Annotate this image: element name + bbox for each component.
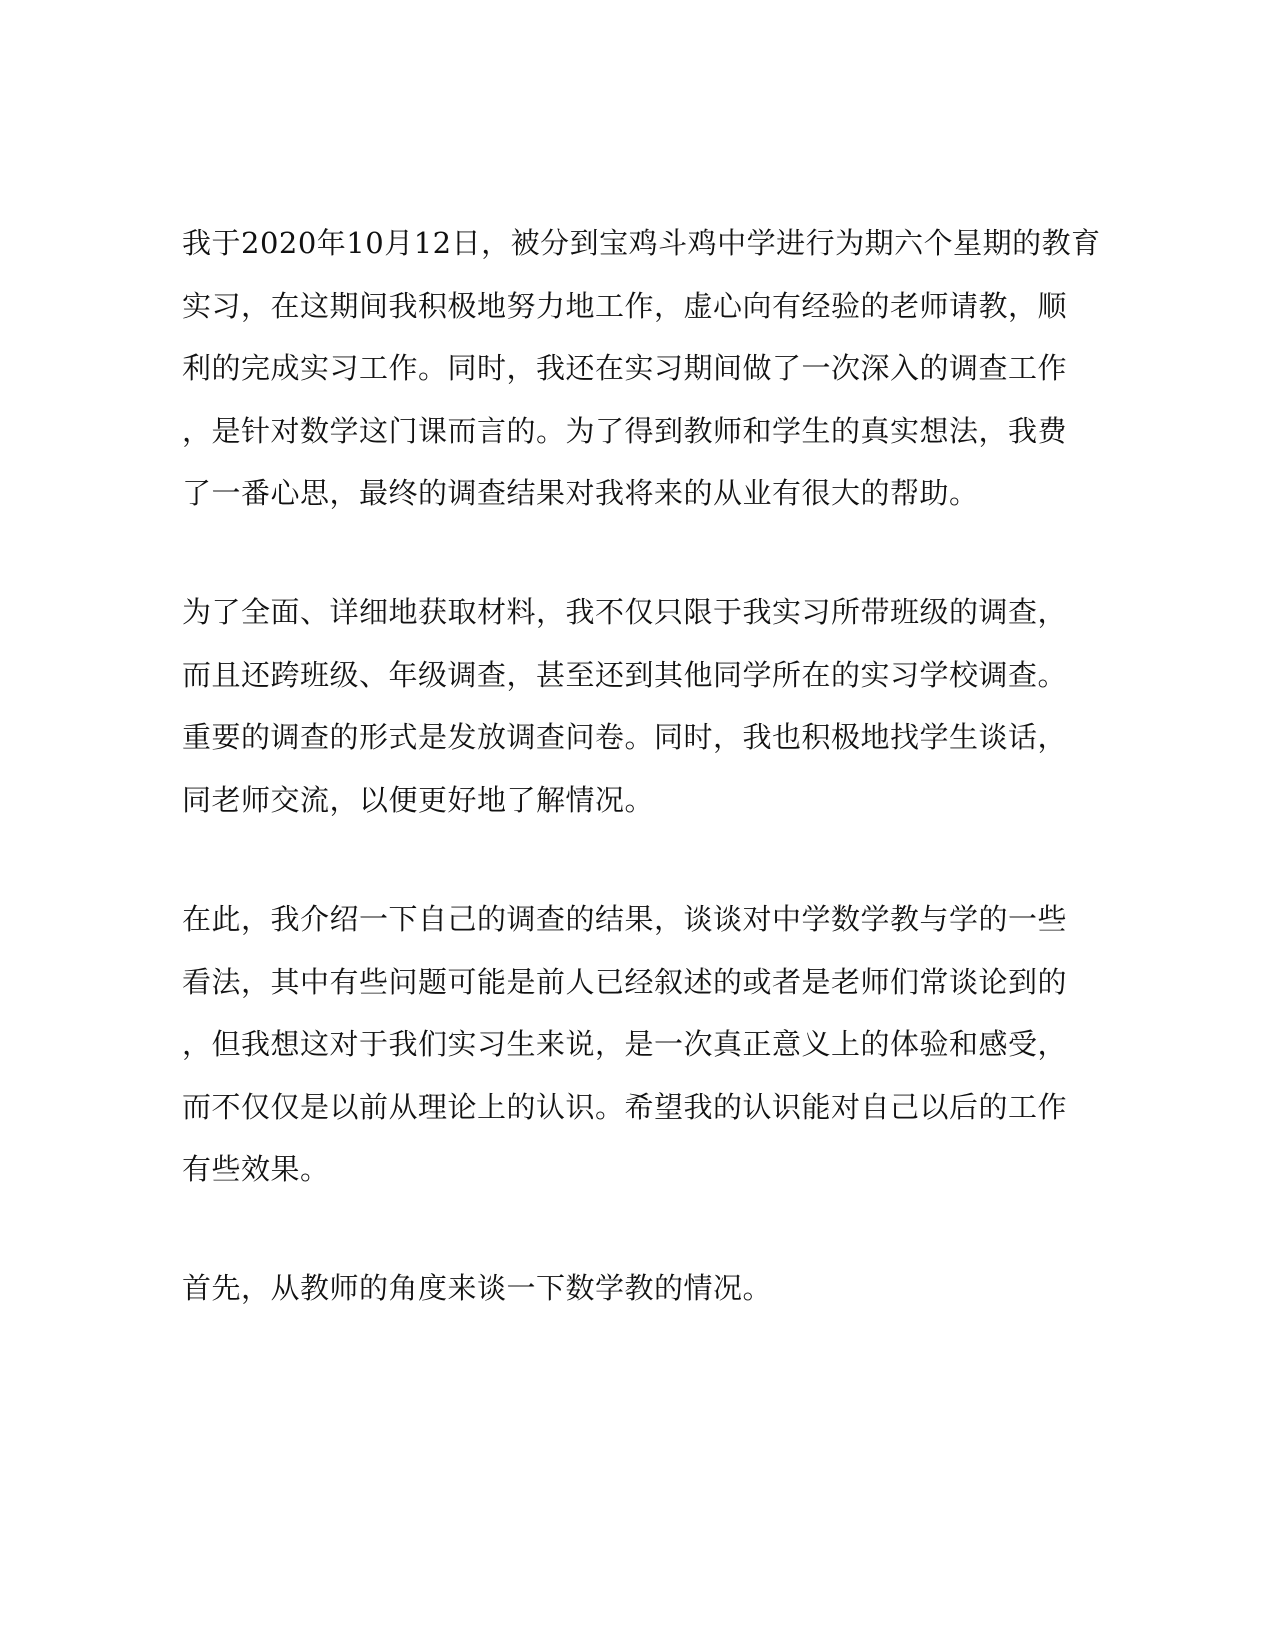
text-line: 看法，其中有些问题可能是前人已经叙述的或者是老师们常谈论到的 [182, 965, 1068, 999]
text-line: 我于2020年10月12日，被分到宝鸡斗鸡中学进行为期六个星期的教育 [182, 226, 1101, 260]
text-line: 有些效果。 [182, 1152, 330, 1186]
text-line: 重要的调查的形式是发放调查问卷。同时，我也积极地找学生谈话， [182, 720, 1068, 754]
text-line: 了一番心思，最终的调查结果对我将来的从业有很大的帮助。 [182, 476, 979, 510]
text-line: ，是针对数学这门课而言的。为了得到教师和学生的真实想法，我费 [182, 414, 1068, 448]
text-line: 而且还跨班级、年级调查，甚至还到其他同学所在的实习学校调查。 [182, 658, 1068, 692]
text-line: 在此，我介绍一下自己的调查的结果，谈谈对中学数学教与学的一些 [182, 902, 1068, 936]
text-line: 而不仅仅是以前从理论上的认识。希望我的认识能对自己以后的工作 [182, 1090, 1068, 1124]
text-line: 同老师交流，以便更好地了解情况。 [182, 783, 655, 817]
text-line: ，但我想这对于我们实习生来说，是一次真正意义上的体验和感受， [182, 1027, 1068, 1061]
text-line: 利的完成实习工作。同时，我还在实习期间做了一次深入的调查工作 [182, 351, 1068, 385]
text-line: 首先，从教师的角度来谈一下数学教的情况。 [182, 1271, 773, 1305]
text-line: 为了全面、详细地获取材料，我不仅只限于我实习所带班级的调查， [182, 595, 1068, 629]
text-line: 实习，在这期间我积极地努力地工作，虚心向有经验的老师请教，顺 [182, 289, 1068, 323]
